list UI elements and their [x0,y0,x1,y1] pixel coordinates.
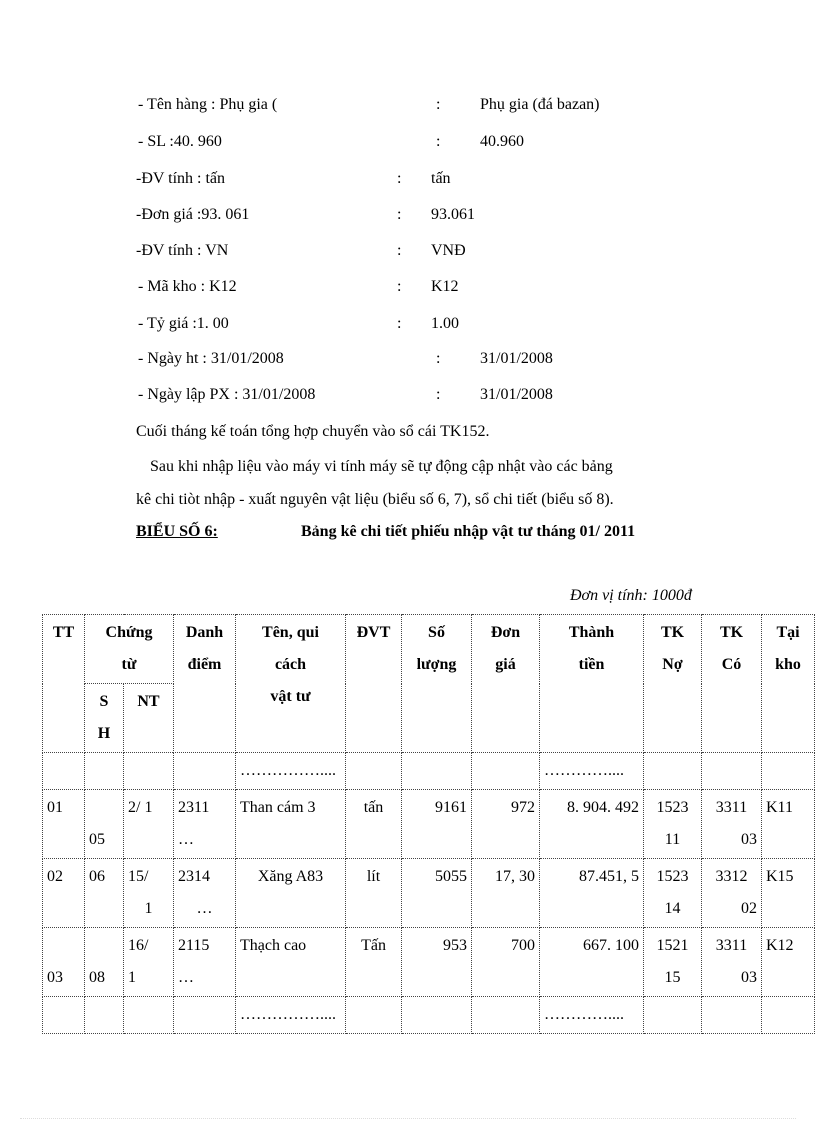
cell-tk-co-line-1: 3311 [715,937,748,954]
cell-tt-value: 03 [47,969,63,986]
field-label-ty-gia: - Tỷ giá :1. 00 [138,315,229,332]
field-label-dv-tinh: -ĐV tính : tấn [136,170,226,187]
table-row [43,790,815,859]
table-row-placeholder-bottom [43,997,815,1034]
field-value-ngay-ht: 31/01/2008 [480,350,553,367]
cell-don-gia: 972 [472,790,540,859]
cell-nt [124,859,174,928]
header-danh-diem-line-2: điểm [187,656,222,673]
field-value-dv-tinh: tấn [431,170,451,187]
unit-note: Đơn vị tính: 1000đ [570,587,692,604]
field-colon: : [397,315,402,332]
paragraph-update-line-1: Sau khi nhập liệu vào máy vi tính máy sẽ tự động cập nhật vào các bảng [150,458,613,475]
cell-thanh-tien: 667. 100 [540,928,644,997]
table-row-placeholder-top [43,753,815,790]
header-thanh-tien-line-2: tiền [578,656,605,673]
cell-tk-co [702,859,762,928]
field-value-ngay-lap-px: 31/01/2008 [480,386,553,403]
header-chung-tu-line-2: từ [121,656,137,673]
field-label-ngay-lap-px: - Ngày lập PX : 31/01/2008 [138,386,316,403]
cell-don-gia: 17, 30 [472,859,540,928]
field-value-ma-kho: K12 [431,278,459,295]
header-tk-co [702,615,762,753]
paragraph-month-end: Cuối tháng kế toán tổng hợp chuyển vào sổ cái TK152. [136,423,490,440]
cell-tk-co [702,790,762,859]
header-sh [85,684,124,753]
header-nt: NT [124,684,174,753]
field-label-ngay-ht: - Ngày ht : 31/01/2008 [138,350,284,367]
cell-nt: 2/ 1 [124,790,174,859]
header-tt: TT [43,615,85,753]
field-colon: : [436,133,441,150]
header-chung-tu-line-1: Chứng [105,624,153,641]
header-tk-co-line-2: Có [721,656,742,673]
field-colon: : [436,386,441,403]
cell-danh-diem-line-1: 2314 [178,868,210,885]
dots-amount: ………….... [540,753,644,790]
cell-tk-co [702,928,762,997]
cell-thanh-tien: 87.451, 5 [540,859,644,928]
heading-label: BIỂU SỐ 6: [136,523,218,540]
field-colon: : [436,96,441,113]
paragraph-update-line-2: kê chi tiòt nhập - xuất nguyên vật liệu (biểu số 6, 7), sổ chi tiết (biểu số 8). [136,491,614,508]
cell-tk-no [644,928,702,997]
header-ten-line-2: cách [274,656,307,673]
header-tk-no-line-1: TK [660,624,685,641]
cell-don-gia: 700 [472,928,540,997]
cell-danh-diem [174,928,236,997]
cell-ten-vat-tu: Thạch cao [236,928,346,997]
cell-tt: 01 [43,790,85,859]
cell-tk-co-line-2: 03 [741,831,757,848]
cell-danh-diem-line-2: … [178,969,194,986]
cell-thanh-tien: 8. 904. 492 [540,790,644,859]
header-ten-vat-tu [236,615,346,753]
field-value-ten-hang: Phụ gia (đá bazan) [480,96,600,113]
cell-tt [43,928,85,997]
cell-sh [85,928,124,997]
field-colon: : [397,278,402,295]
field-colon: : [397,242,402,259]
cell-tt: 02 [43,859,85,928]
ledger-table [42,614,815,1034]
cell-danh-diem [174,790,236,859]
cell-tk-no-line-2: 14 [664,900,681,917]
cell-dvt: tấn [346,790,402,859]
cell-dvt: Tấn [346,928,402,997]
cell-tai-kho: K11 [762,790,815,859]
table-row [43,859,815,928]
field-label-sl: - SL :40. 960 [138,133,222,150]
cell-tk-no-line-1: 1523 [656,799,689,816]
header-don-gia-line-2: giá [495,656,516,673]
header-sh-line-2: H [97,725,111,742]
cell-nt-line-2: 1 [144,900,153,917]
header-tk-no [644,615,702,753]
cell-nt [124,928,174,997]
cell-sh [85,790,124,859]
dots-amount: ………….... [540,997,644,1034]
header-ten-line-3: vật tư [270,688,311,705]
cell-tai-kho: K12 [762,928,815,997]
header-so-luong [402,615,472,753]
cell-ten-vat-tu: Xăng A83 [236,859,346,928]
dots-name: …………….... [236,753,346,790]
header-thanh-tien-line-1: Thành [568,624,615,641]
cell-tai-kho: K15 [762,859,815,928]
cell-nt-line-1: 16/ [128,937,149,954]
header-tai-kho-line-2: kho [775,656,801,673]
header-chung-tu [85,615,174,684]
field-value-sl: 40.960 [480,133,524,150]
header-danh-diem-line-1: Danh [185,624,224,641]
header-tk-co-line-1: TK [719,624,744,641]
cell-ten-vat-tu: Than cám 3 [236,790,346,859]
header-tai-kho [762,615,815,753]
field-colon: : [397,170,402,187]
field-colon: : [397,206,402,223]
cell-tk-no [644,790,702,859]
cell-sh: 06 [85,859,124,928]
header-sh-line-1: S [99,693,109,710]
header-don-gia-line-1: Đơn [490,624,521,641]
header-tk-no-line-2: Nợ [662,656,683,673]
cell-tk-no-line-1: 1523 [656,868,689,885]
cell-danh-diem-line-2: … [178,831,194,848]
header-ten-line-1: Tên, qui [262,624,319,641]
cell-danh-diem [174,859,236,928]
field-value-don-gia: 93.061 [431,206,475,223]
cell-tk-co-line-1: 3311 [715,799,748,816]
cell-danh-diem-line-2: … [196,900,213,917]
cell-so-luong: 953 [402,928,472,997]
header-so-luong-line-2: lượng [416,656,457,673]
table-header-row [43,615,815,684]
page-footer-rule [20,1118,796,1119]
cell-danh-diem-line-1: 2115 [178,937,210,954]
field-value-dv-tinh-vn: VNĐ [431,242,466,259]
cell-tk-co-line-2: 02 [741,900,757,917]
header-thanh-tien [540,615,644,753]
cell-tk-no-line-2: 11 [664,831,681,848]
cell-dvt: lít [346,859,402,928]
cell-danh-diem-line-1: 2311 [178,799,210,816]
field-label-dv-tinh-vn: -ĐV tính : VN [136,242,229,259]
heading-title: Bảng kê chi tiết phiếu nhập vật tư tháng 01/ 2011 [301,523,636,540]
cell-tk-no-line-2: 15 [664,969,681,986]
field-label-don-gia: -Đơn giá :93. 061 [136,206,250,223]
dots-name: …………….... [236,997,346,1034]
header-danh-diem [174,615,236,753]
cell-so-luong: 9161 [402,790,472,859]
header-don-gia [472,615,540,753]
table-row [43,928,815,997]
header-tai-kho-line-1: Tại [776,624,800,641]
header-dvt: ĐVT [346,615,402,753]
cell-sh-value: 08 [89,969,105,986]
cell-tk-no [644,859,702,928]
field-colon: : [436,350,441,367]
cell-sh-value: 05 [89,831,105,848]
cell-tk-co-line-1: 3312 [715,868,748,885]
cell-tk-no-line-1: 1521 [656,937,689,954]
cell-nt-line-2: 1 [128,969,136,986]
cell-tk-co-line-2: 03 [741,969,757,986]
header-so-luong-line-1: Số [428,624,445,641]
field-label-ma-kho: - Mã kho : K12 [138,278,237,295]
cell-nt-line-1: 15/ [128,868,149,885]
field-value-ty-gia: 1.00 [431,315,459,332]
field-label-ten-hang: - Tên hàng : Phụ gia ( [138,96,278,113]
cell-so-luong: 5055 [402,859,472,928]
